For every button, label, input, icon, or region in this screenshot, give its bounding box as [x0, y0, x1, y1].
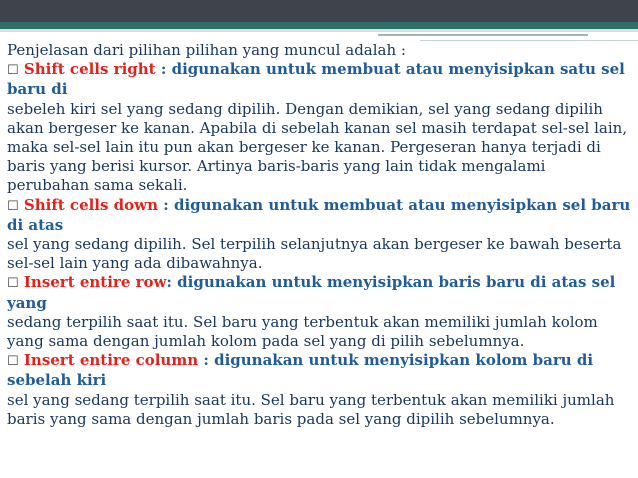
body-line: sel-sel lain yang ada dibawahnya.	[7, 254, 263, 273]
item-term: Shift cells right	[23, 60, 156, 79]
body-line: akan bergeser ke kanan. Apabila di sebelah kanan sel masih terdapat sel-sel lain,	[7, 118, 628, 137]
item-term: Insert entire row	[23, 273, 167, 292]
item-heading-text: : digunakan untuk membuat atau menyisipkan sel baru di atas	[7, 195, 631, 234]
slide-header-highlight	[0, 29, 638, 32]
checkbox-icon: ☐	[7, 63, 19, 79]
body-line: perubahan sama sekali.	[7, 176, 188, 195]
body-line: maka sel-sel lain itu pun akan bergeser ke kanan. Pergeseran hanya terjadi di	[7, 138, 601, 157]
slide-body	[7, 41, 631, 429]
item-term: Insert entire column	[23, 351, 199, 370]
body-line: yang sama dengan jumlah kolom pada sel yang di pilih sebelumnya.	[7, 332, 525, 351]
checkbox-icon: ☐	[7, 276, 19, 292]
item-heading	[7, 351, 631, 390]
checkbox-icon: ☐	[7, 354, 19, 370]
item-term: Shift cells down	[23, 195, 158, 214]
decorative-line	[378, 34, 588, 36]
body-line: baris yang berisi kursor. Artinya baris-baris yang lain tidak mengalami	[7, 157, 546, 176]
slide-header-accent	[0, 22, 638, 29]
checkbox-icon: ☐	[7, 198, 19, 214]
body-line: sel yang sedang terpilih saat itu. Sel baru yang terbentuk akan memiliki jumlah	[7, 390, 615, 409]
item-heading-text: : digunakan untuk menyisipkan baris baru di atas sel yang	[7, 273, 616, 312]
slide-header-bar	[0, 0, 638, 22]
item-heading	[7, 60, 631, 99]
item-heading	[7, 273, 631, 312]
body-line: sel yang sedang dipilih. Sel terpilih selanjutnya akan bergeser ke bawah beserta	[7, 235, 622, 254]
item-heading-text: : digunakan untuk membuat atau menyisipkan satu sel baru di	[7, 60, 625, 99]
body-line: sebeleh kiri sel yang sedang dipilih. Dengan demikian, sel yang sedang dipilih	[7, 99, 603, 118]
item-heading-text: : digunakan untuk menyisipkan kolom baru di sebelah kiri	[7, 351, 594, 390]
intro-text: Penjelasan dari pilihan pilihan yang muncul adalah :	[7, 41, 406, 59]
body-line: sedang terpilih saat itu. Sel baru yang terbentuk akan memiliki jumlah kolom	[7, 312, 598, 331]
body-line: baris yang sama dengan jumlah baris pada sel yang dipilih sebelumnya.	[7, 409, 555, 428]
item-heading	[7, 196, 631, 235]
